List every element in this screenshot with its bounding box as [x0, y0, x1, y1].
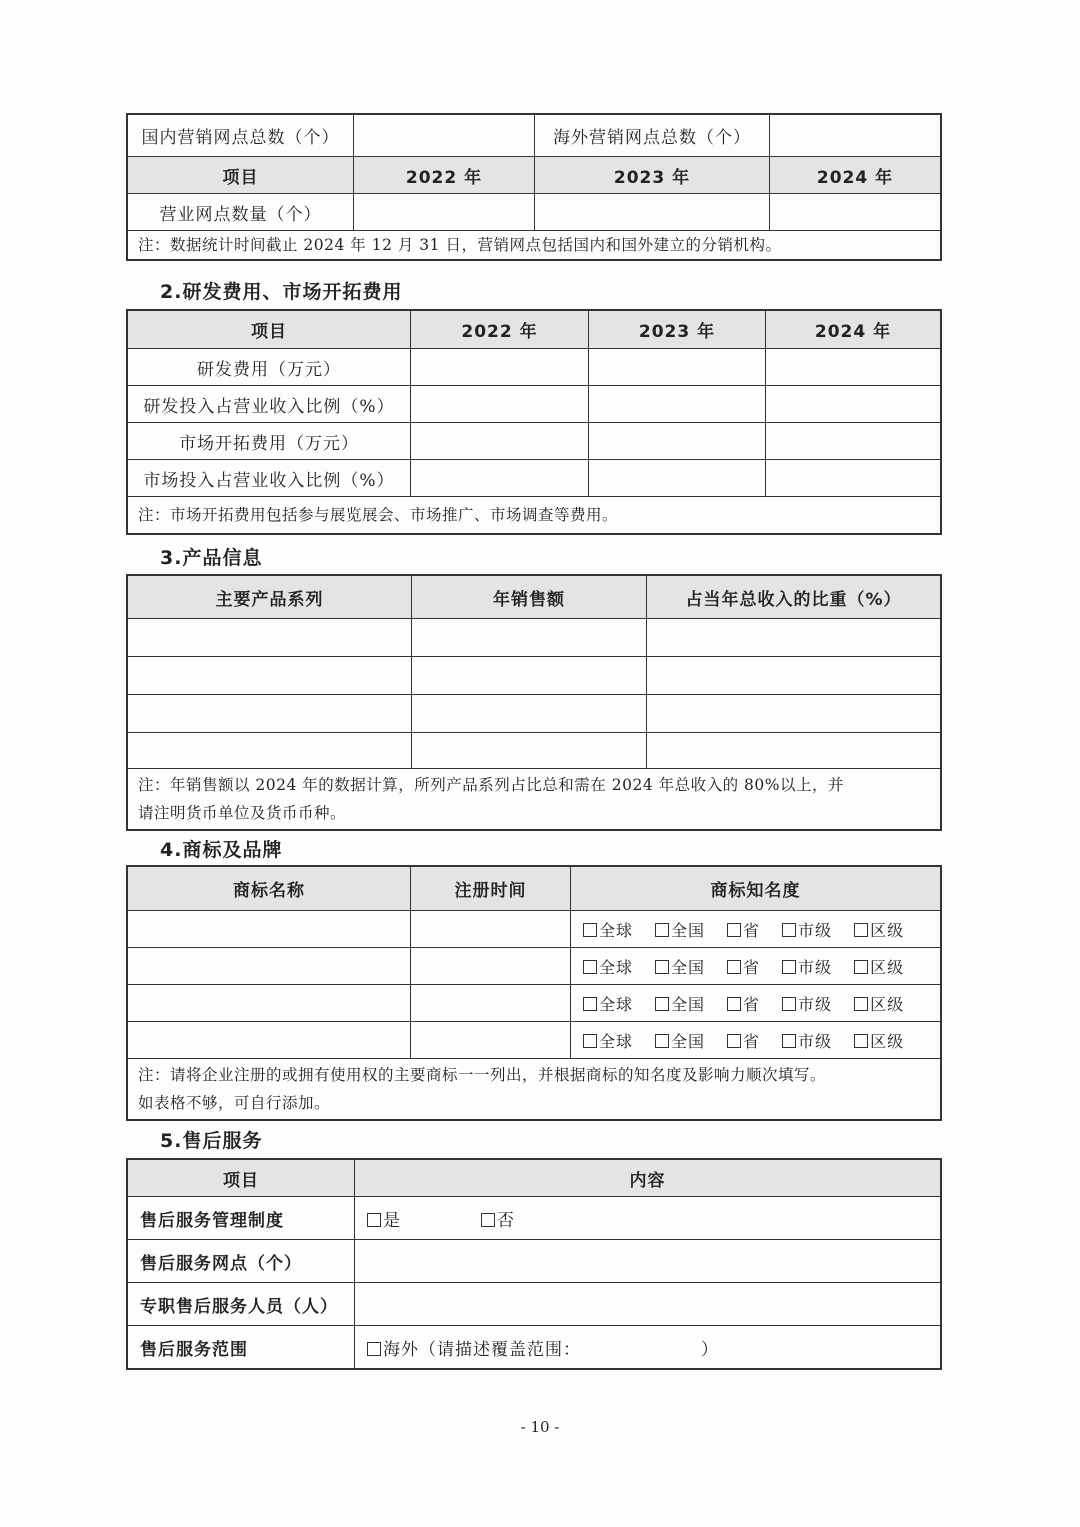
header-revenue-share: 占当年总收入的比重（%） — [646, 576, 940, 618]
checkbox-icon[interactable] — [782, 923, 796, 937]
option-national[interactable]: 全国 — [655, 992, 705, 1015]
cell[interactable] — [588, 386, 765, 422]
checkbox-icon[interactable] — [782, 1034, 796, 1048]
checkbox-icon[interactable] — [782, 997, 796, 1011]
scope-option — [354, 1326, 940, 1368]
cell[interactable] — [769, 194, 940, 230]
cell[interactable] — [588, 349, 765, 385]
cell[interactable] — [354, 1283, 940, 1325]
checkbox-icon[interactable] — [367, 1213, 381, 1227]
header-2023: 2023 年 — [588, 311, 765, 348]
cell[interactable] — [646, 695, 940, 732]
cell[interactable] — [410, 423, 588, 459]
header-item: 项目 — [223, 1170, 259, 1191]
option-global[interactable]: 全球 — [583, 992, 633, 1015]
option-national[interactable]: 全国 — [655, 1029, 705, 1052]
header-product-series: 主要产品系列 — [215, 589, 324, 610]
table-note: 注：市场开拓费用包括参与展览展会、市场推广、市场调查等费用。 — [128, 496, 940, 533]
row-label: 售后服务管理制度 — [140, 1210, 284, 1231]
checkbox-icon[interactable] — [655, 1034, 669, 1048]
table-note — [128, 1058, 940, 1119]
section-title: 5.售后服务 — [160, 1130, 263, 1152]
cell[interactable] — [410, 1022, 570, 1058]
checkbox-icon[interactable] — [727, 997, 741, 1011]
checkbox-icon[interactable] — [727, 923, 741, 937]
note-line: 如表格不够，可自行添加。 — [138, 1094, 331, 1112]
cell[interactable] — [353, 194, 534, 230]
after-sales-table — [126, 1158, 942, 1370]
note-line: 注：请将企业注册的或拥有使用权的主要商标一一列出，并根据商标的知名度及影响力顺次填写。 — [138, 1066, 827, 1084]
header-content: 内容 — [354, 1160, 940, 1196]
product-table — [126, 574, 942, 831]
option-district[interactable]: 区级 — [854, 1029, 904, 1052]
option-yes[interactable]: 是 — [367, 1206, 401, 1231]
domestic-label: 国内营销网点总数（个） — [141, 128, 340, 148]
option-district[interactable]: 区级 — [854, 992, 904, 1015]
row-label: 专职售后服务人员（人） — [140, 1296, 338, 1317]
option-city[interactable]: 市级 — [782, 992, 832, 1015]
header-trademark-recognition: 商标知名度 — [570, 867, 940, 910]
row-label: 市场投入占营业收入比例（%） — [143, 470, 395, 491]
recognition-options — [570, 1022, 940, 1058]
recognition-options — [570, 985, 940, 1021]
cell[interactable] — [410, 985, 570, 1021]
row-label: 市场开拓费用（万元） — [179, 433, 359, 454]
cell[interactable] — [646, 657, 940, 694]
cell[interactable] — [411, 695, 646, 732]
option-province[interactable]: 省 — [727, 1029, 760, 1052]
page-number: - 10 - — [520, 1418, 560, 1436]
cell[interactable] — [765, 460, 940, 496]
checkbox-icon[interactable] — [583, 997, 597, 1011]
row-label: 营业网点数量（个） — [159, 204, 322, 225]
header-2024: 2024 年 — [765, 311, 940, 348]
checkbox-icon[interactable] — [655, 997, 669, 1011]
cell[interactable] — [354, 1240, 940, 1282]
row-label: 售后服务范围 — [140, 1339, 248, 1360]
cell[interactable] — [410, 349, 588, 385]
section-title: 3.产品信息 — [160, 547, 263, 569]
cell[interactable] — [128, 985, 410, 1021]
checkbox-icon[interactable] — [367, 1342, 381, 1356]
option-province[interactable]: 省 — [727, 955, 760, 978]
cell[interactable] — [410, 948, 570, 984]
row-label: 售后服务网点（个） — [140, 1253, 302, 1274]
cell[interactable] — [410, 460, 588, 496]
option-national[interactable]: 全国 — [655, 918, 705, 941]
cell[interactable] — [534, 194, 769, 230]
option-city[interactable]: 市级 — [782, 955, 832, 978]
header-annual-sales: 年销售额 — [411, 576, 646, 618]
cell[interactable] — [765, 423, 940, 459]
header-item: 项目 — [222, 167, 259, 188]
cell[interactable] — [128, 948, 410, 984]
row-label: 研发投入占营业收入比例（%） — [143, 396, 395, 417]
scope-close: ） — [701, 1339, 719, 1360]
cell[interactable] — [128, 619, 411, 656]
header-trademark-name: 商标名称 — [233, 881, 305, 901]
checkbox-icon[interactable] — [481, 1213, 495, 1227]
header-2024: 2024 年 — [769, 157, 940, 193]
option-province[interactable]: 省 — [727, 992, 760, 1015]
header-2022: 2022 年 — [353, 157, 534, 193]
option-overseas[interactable]: 海外（请描述覆盖范围： — [367, 1335, 581, 1360]
cell[interactable] — [128, 1022, 410, 1058]
checkbox-icon[interactable] — [854, 923, 868, 937]
cell[interactable] — [588, 460, 765, 496]
cell[interactable] — [128, 695, 411, 732]
section-title: 2.研发费用、市场开拓费用 — [160, 281, 403, 303]
cell[interactable] — [410, 911, 570, 947]
recognition-options — [570, 948, 940, 984]
cell[interactable] — [411, 733, 646, 768]
checkbox-icon[interactable] — [583, 923, 597, 937]
cell[interactable] — [411, 657, 646, 694]
cell[interactable] — [646, 619, 940, 656]
overseas-value[interactable] — [769, 115, 940, 156]
trademark-table — [126, 865, 942, 1121]
table-note: 注：数据统计时间截止 2024 年 12 月 31 日，营销网点包括国内和国外建立的分销机构。 — [128, 230, 940, 259]
sales-network-table — [126, 113, 942, 261]
option-district[interactable]: 区级 — [854, 955, 904, 978]
overseas-label: 海外营销网点总数（个） — [534, 115, 769, 156]
checkbox-icon[interactable] — [854, 997, 868, 1011]
cell[interactable] — [765, 386, 940, 422]
cell[interactable] — [128, 911, 410, 947]
checkbox-icon[interactable] — [854, 960, 868, 974]
checkbox-icon[interactable] — [727, 1034, 741, 1048]
cell[interactable] — [411, 619, 646, 656]
row-label: 研发费用（万元） — [197, 359, 341, 380]
rd-table — [126, 309, 942, 535]
option-city[interactable]: 市级 — [782, 918, 832, 941]
option-national[interactable]: 全国 — [655, 955, 705, 978]
checkbox-icon[interactable] — [583, 1034, 597, 1048]
option-district[interactable]: 区级 — [854, 918, 904, 941]
note-line: 请注明货币单位及货币币种。 — [138, 804, 347, 822]
option-no[interactable]: 否 — [481, 1206, 515, 1231]
option-global[interactable]: 全球 — [583, 918, 633, 941]
checkbox-icon[interactable] — [782, 960, 796, 974]
header-item: 项目 — [251, 322, 287, 342]
option-global[interactable]: 全球 — [583, 955, 633, 978]
note-line: 注：年销售额以 2024 年的数据计算，所列产品系列占比总和需在 2024 年总收入的 80%以上，并 — [138, 776, 844, 794]
cell[interactable] — [410, 386, 588, 422]
cell[interactable] — [646, 733, 940, 768]
checkbox-icon[interactable] — [655, 923, 669, 937]
checkbox-icon[interactable] — [655, 960, 669, 974]
cell[interactable] — [128, 733, 411, 768]
cell[interactable] — [128, 657, 411, 694]
checkbox-icon[interactable] — [727, 960, 741, 974]
header-2022: 2022 年 — [410, 311, 588, 348]
header-2023: 2023 年 — [534, 157, 769, 193]
table-note — [128, 768, 940, 829]
cell[interactable] — [765, 349, 940, 385]
option-city[interactable]: 市级 — [782, 1029, 832, 1052]
domestic-value[interactable] — [353, 115, 534, 156]
section-title: 4.商标及品牌 — [160, 839, 283, 861]
recognition-options — [570, 911, 940, 947]
checkbox-icon[interactable] — [583, 960, 597, 974]
management-system-options — [354, 1197, 940, 1239]
option-global[interactable]: 全球 — [583, 1029, 633, 1052]
checkbox-icon[interactable] — [854, 1034, 868, 1048]
header-registration-time: 注册时间 — [410, 867, 570, 910]
cell[interactable] — [588, 423, 765, 459]
option-province[interactable]: 省 — [727, 918, 760, 941]
